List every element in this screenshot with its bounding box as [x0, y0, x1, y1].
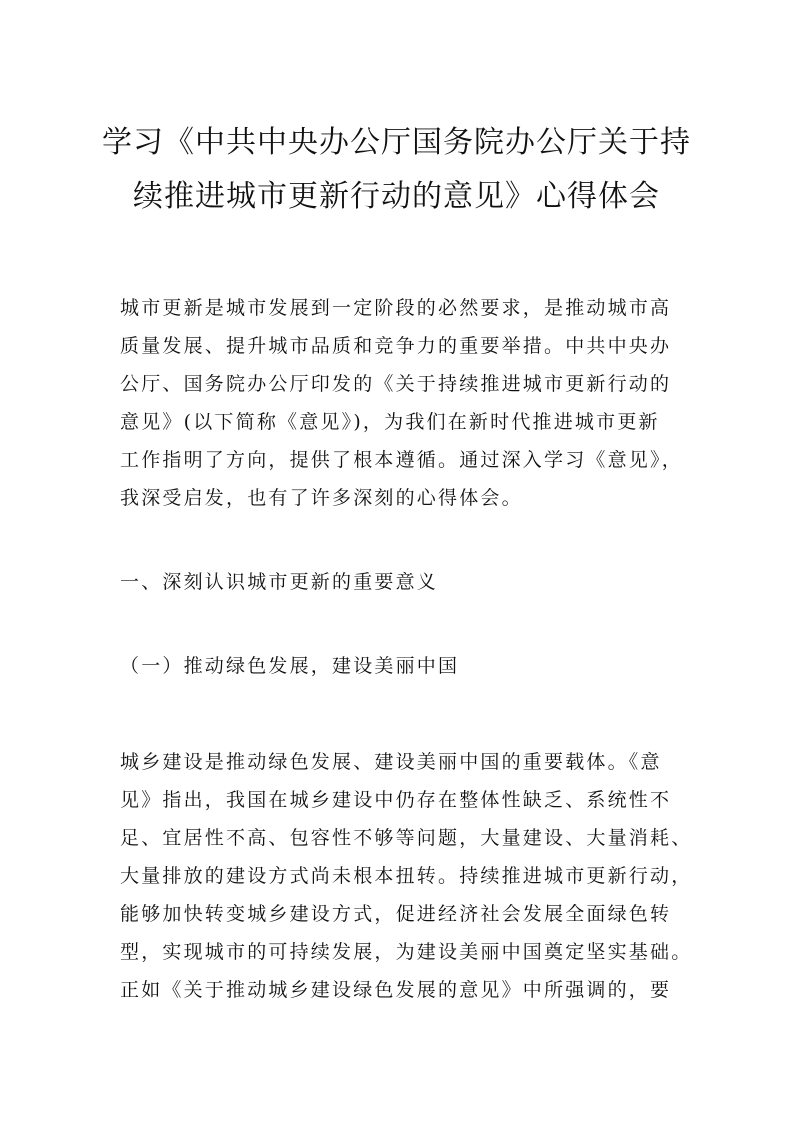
body-paragraph-line: 城乡建设是推动绿色发展、建设美丽中国的重要载体。《意 — [120, 751, 662, 773]
body-paragraph-line: 能够加快转变城乡建设方式，促进经济社会发展全面绿色转 — [120, 903, 672, 925]
section-heading: 一、深刻认识城市更新的重要意义 — [120, 571, 439, 593]
body-paragraph-line: 正如《关于推动城乡建设绿色发展的意见》中所强调的，要 — [120, 979, 672, 1001]
body-paragraph-line: 见》指出，我国在城乡建设中仍存在整体性缺乏、系统性不 — [120, 789, 672, 811]
intro-paragraph-line: 工作指明了方向，提供了根本遵循。通过深入学习《意见》， — [120, 449, 683, 471]
intro-paragraph-line: 质量发展、提升城市品质和竞争力的重要举措。中共中央办 — [120, 335, 672, 357]
intro-paragraph-line: 公厅、国务院办公厅印发的《关于持续推进城市更新行动的 — [120, 373, 672, 395]
subsection-heading: （一）推动绿色发展，建设美丽中国 — [120, 655, 460, 677]
document-title — [100, 116, 693, 224]
body-paragraph-line: 足、宜居性不高、包容性不够等问题，大量建设、大量消耗、 — [120, 827, 693, 849]
intro-paragraph-line: 城市更新是城市发展到一定阶段的必然要求，是推动城市高 — [120, 297, 672, 319]
body-paragraph-line: 型，实现城市的可持续发展，为建设美丽中国奠定坚实基础。 — [120, 941, 693, 963]
title-line: 学习《中共中央办公厅国务院办公厅关于持 — [102, 125, 691, 160]
intro-paragraph-line: 意见》(以下简称《意见》)，为我们在新时代推进城市更新 — [120, 411, 660, 433]
body-paragraph-line: 大量排放的建设方式尚未根本扭转。持续推进城市更新行动， — [120, 865, 693, 887]
intro-paragraph-line: 我深受启发，也有了许多深刻的心得体会。 — [120, 487, 523, 509]
title-line: 续推进城市更新行动的意见》心得体会 — [133, 179, 660, 214]
